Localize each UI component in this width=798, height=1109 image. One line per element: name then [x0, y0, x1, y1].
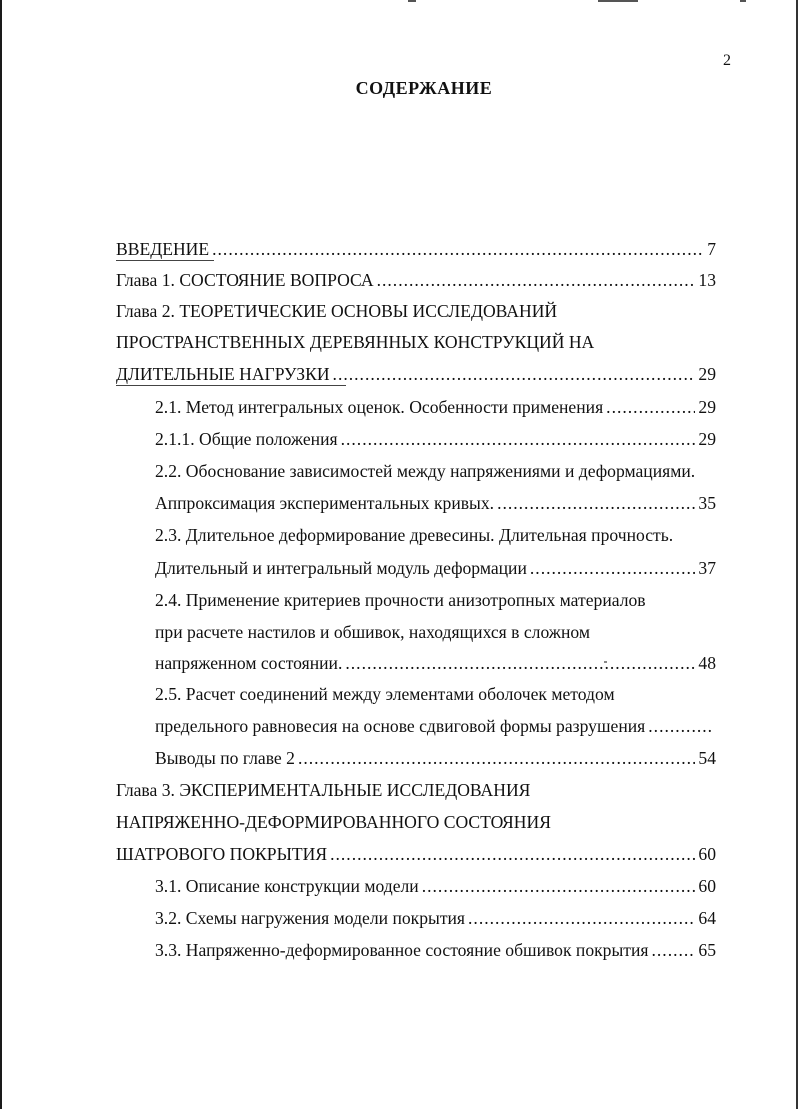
toc-page-number: 48 [698, 653, 716, 673]
toc-entry-section-2-1-1[interactable] [155, 424, 716, 455]
toc-entry-section-3-2[interactable] [155, 903, 716, 934]
toc-page-number: 35 [698, 493, 716, 513]
toc-dot-leader [606, 392, 695, 423]
toc-page-number: 60 [698, 876, 716, 896]
toc-dot-leader [530, 553, 696, 584]
toc-page-number: 29 [698, 397, 716, 417]
toc-dot-leader [497, 488, 695, 519]
toc-page-number: 64 [698, 908, 716, 928]
scan-mark [740, 0, 746, 2]
toc-entry-section-2-1[interactable] [155, 392, 716, 423]
toc-entry-title: Длительный и интегральный модуль деформации [155, 558, 527, 578]
toc-entry-title: ВВЕДЕНИЕ [116, 239, 210, 259]
toc-page-number: 65 [698, 940, 716, 960]
scan-mark [598, 0, 638, 2]
toc-page-number: 37 [698, 558, 716, 578]
toc-entry-section-2-4-line-3[interactable] [155, 648, 716, 679]
toc-entry-title: Глава 3. ЭКСПЕРИМЕНТАЛЬНЫЕ ИССЛЕДОВАНИЯ [116, 780, 531, 800]
page-title: СОДЕРЖАНИЕ [355, 78, 493, 98]
toc-entry-chapter-3-line-2[interactable] [116, 807, 716, 838]
toc-entry-section-2-4-line-2[interactable] [155, 617, 716, 648]
page-number: 2 [723, 52, 731, 69]
toc-entry-title: 2.3. Длительное деформирование древесины. Длительная прочность. [155, 525, 674, 545]
toc-entry-title: 2.1.1. Общие положения [155, 429, 338, 449]
toc-entry-section-3-1[interactable] [155, 871, 716, 902]
toc-entry-chapter-3-line-1[interactable] [116, 775, 716, 806]
toc-page-number: 29 [698, 429, 716, 449]
toc-entry-title: ШАТРОВОГО ПОКРЫТИЯ [116, 844, 328, 864]
toc-entry-section-2-5-line-1[interactable] [155, 679, 716, 710]
toc-entry-title: предельного равновесия на основе сдвиговой формы разрушения [155, 716, 646, 736]
toc-entry-chapter-3-line-3[interactable] [116, 839, 716, 870]
toc-dot-leader [341, 424, 696, 455]
toc-entry-chapter-1[interactable] [116, 265, 716, 296]
toc-entry-title: Выводы по главе 2 [155, 748, 295, 768]
toc-dot-leader [298, 743, 695, 774]
toc-page-number: 54 [698, 748, 716, 768]
toc-page-number: 13 [698, 270, 716, 290]
toc-dot-leader [345, 648, 695, 679]
toc-entry-section-2-2-line-1[interactable] [155, 456, 716, 487]
toc-entry-section-2-4-line-1[interactable] [155, 585, 716, 616]
toc-entry-title: напряженном состоянии. [155, 653, 343, 673]
toc-entry-title: 3.1. Описание конструкции модели [155, 876, 419, 896]
toc-page-number: 29 [698, 364, 716, 384]
toc-entry-title: 3.2. Схемы нагружения модели покрытия [155, 908, 466, 928]
toc-dot-leader [652, 935, 696, 966]
toc-dot-leader [333, 359, 696, 390]
toc-entry-section-2-2-line-2[interactable] [155, 488, 716, 519]
toc-entry-section-3-3[interactable] [155, 935, 716, 966]
toc-dot-leader [648, 711, 713, 742]
toc-dot-leader [422, 871, 696, 902]
toc-entry-section-2-3-line-2[interactable] [155, 553, 716, 584]
toc-entry-title: Глава 1. СОСТОЯНИЕ ВОПРОСА [116, 270, 374, 290]
scan-speck [604, 661, 607, 663]
toc-dot-leader [468, 903, 695, 934]
toc-entry-title: 2.4. Применение критериев прочности анизотропных материалов [155, 590, 646, 610]
toc-entry-section-2-3-line-1[interactable] [155, 520, 716, 551]
toc-entry-chapter-2-conclusions[interactable] [155, 743, 716, 774]
toc-entry-title: ПРОСТРАНСТВЕННЫХ ДЕРЕВЯННЫХ КОНСТРУКЦИЙ НА [116, 332, 595, 352]
toc-dot-leader [212, 234, 704, 265]
scan-mark [408, 0, 416, 2]
toc-entry-title: Глава 2. ТЕОРЕТИЧЕСКИЕ ОСНОВЫ ИССЛЕДОВАНИЙ [116, 301, 558, 321]
toc-entry-title: 2.2. Обоснование зависимостей между напряжениями и деформациями. [155, 461, 696, 481]
toc-entry-title: НАПРЯЖЕННО-ДЕФОРМИРОВАННОГО СОСТОЯНИЯ [116, 812, 551, 832]
toc-dot-leader [377, 265, 696, 296]
toc-entry-title: при расчете настилов и обшивок, находящихся в сложном [155, 622, 590, 642]
toc-entry-title: 2.5. Расчет соединений между элементами оболочек методом [155, 684, 615, 704]
scan-underline-mark [116, 385, 346, 386]
toc-entry-chapter-2-line-2[interactable] [116, 327, 716, 358]
toc-page-number: 7 [707, 239, 716, 259]
toc-entry-section-2-5-line-2[interactable] [155, 711, 716, 742]
toc-dot-leader [330, 839, 695, 870]
scan-left-border [0, 0, 2, 1109]
scan-underline-mark [116, 260, 214, 261]
toc-entry-chapter-2-line-1[interactable] [116, 296, 716, 327]
toc-entry-title: 2.1. Метод интегральных оценок. Особенности применения [155, 397, 604, 417]
toc-entry-title: 3.3. Напряженно-деформированное состояние обшивок покрытия [155, 940, 649, 960]
toc-page-number: 60 [698, 844, 716, 864]
toc-entry-title: ДЛИТЕЛЬНЫЕ НАГРУЗКИ [116, 364, 330, 384]
toc-entry-title: Аппроксимация экспериментальных кривых. [155, 493, 495, 513]
